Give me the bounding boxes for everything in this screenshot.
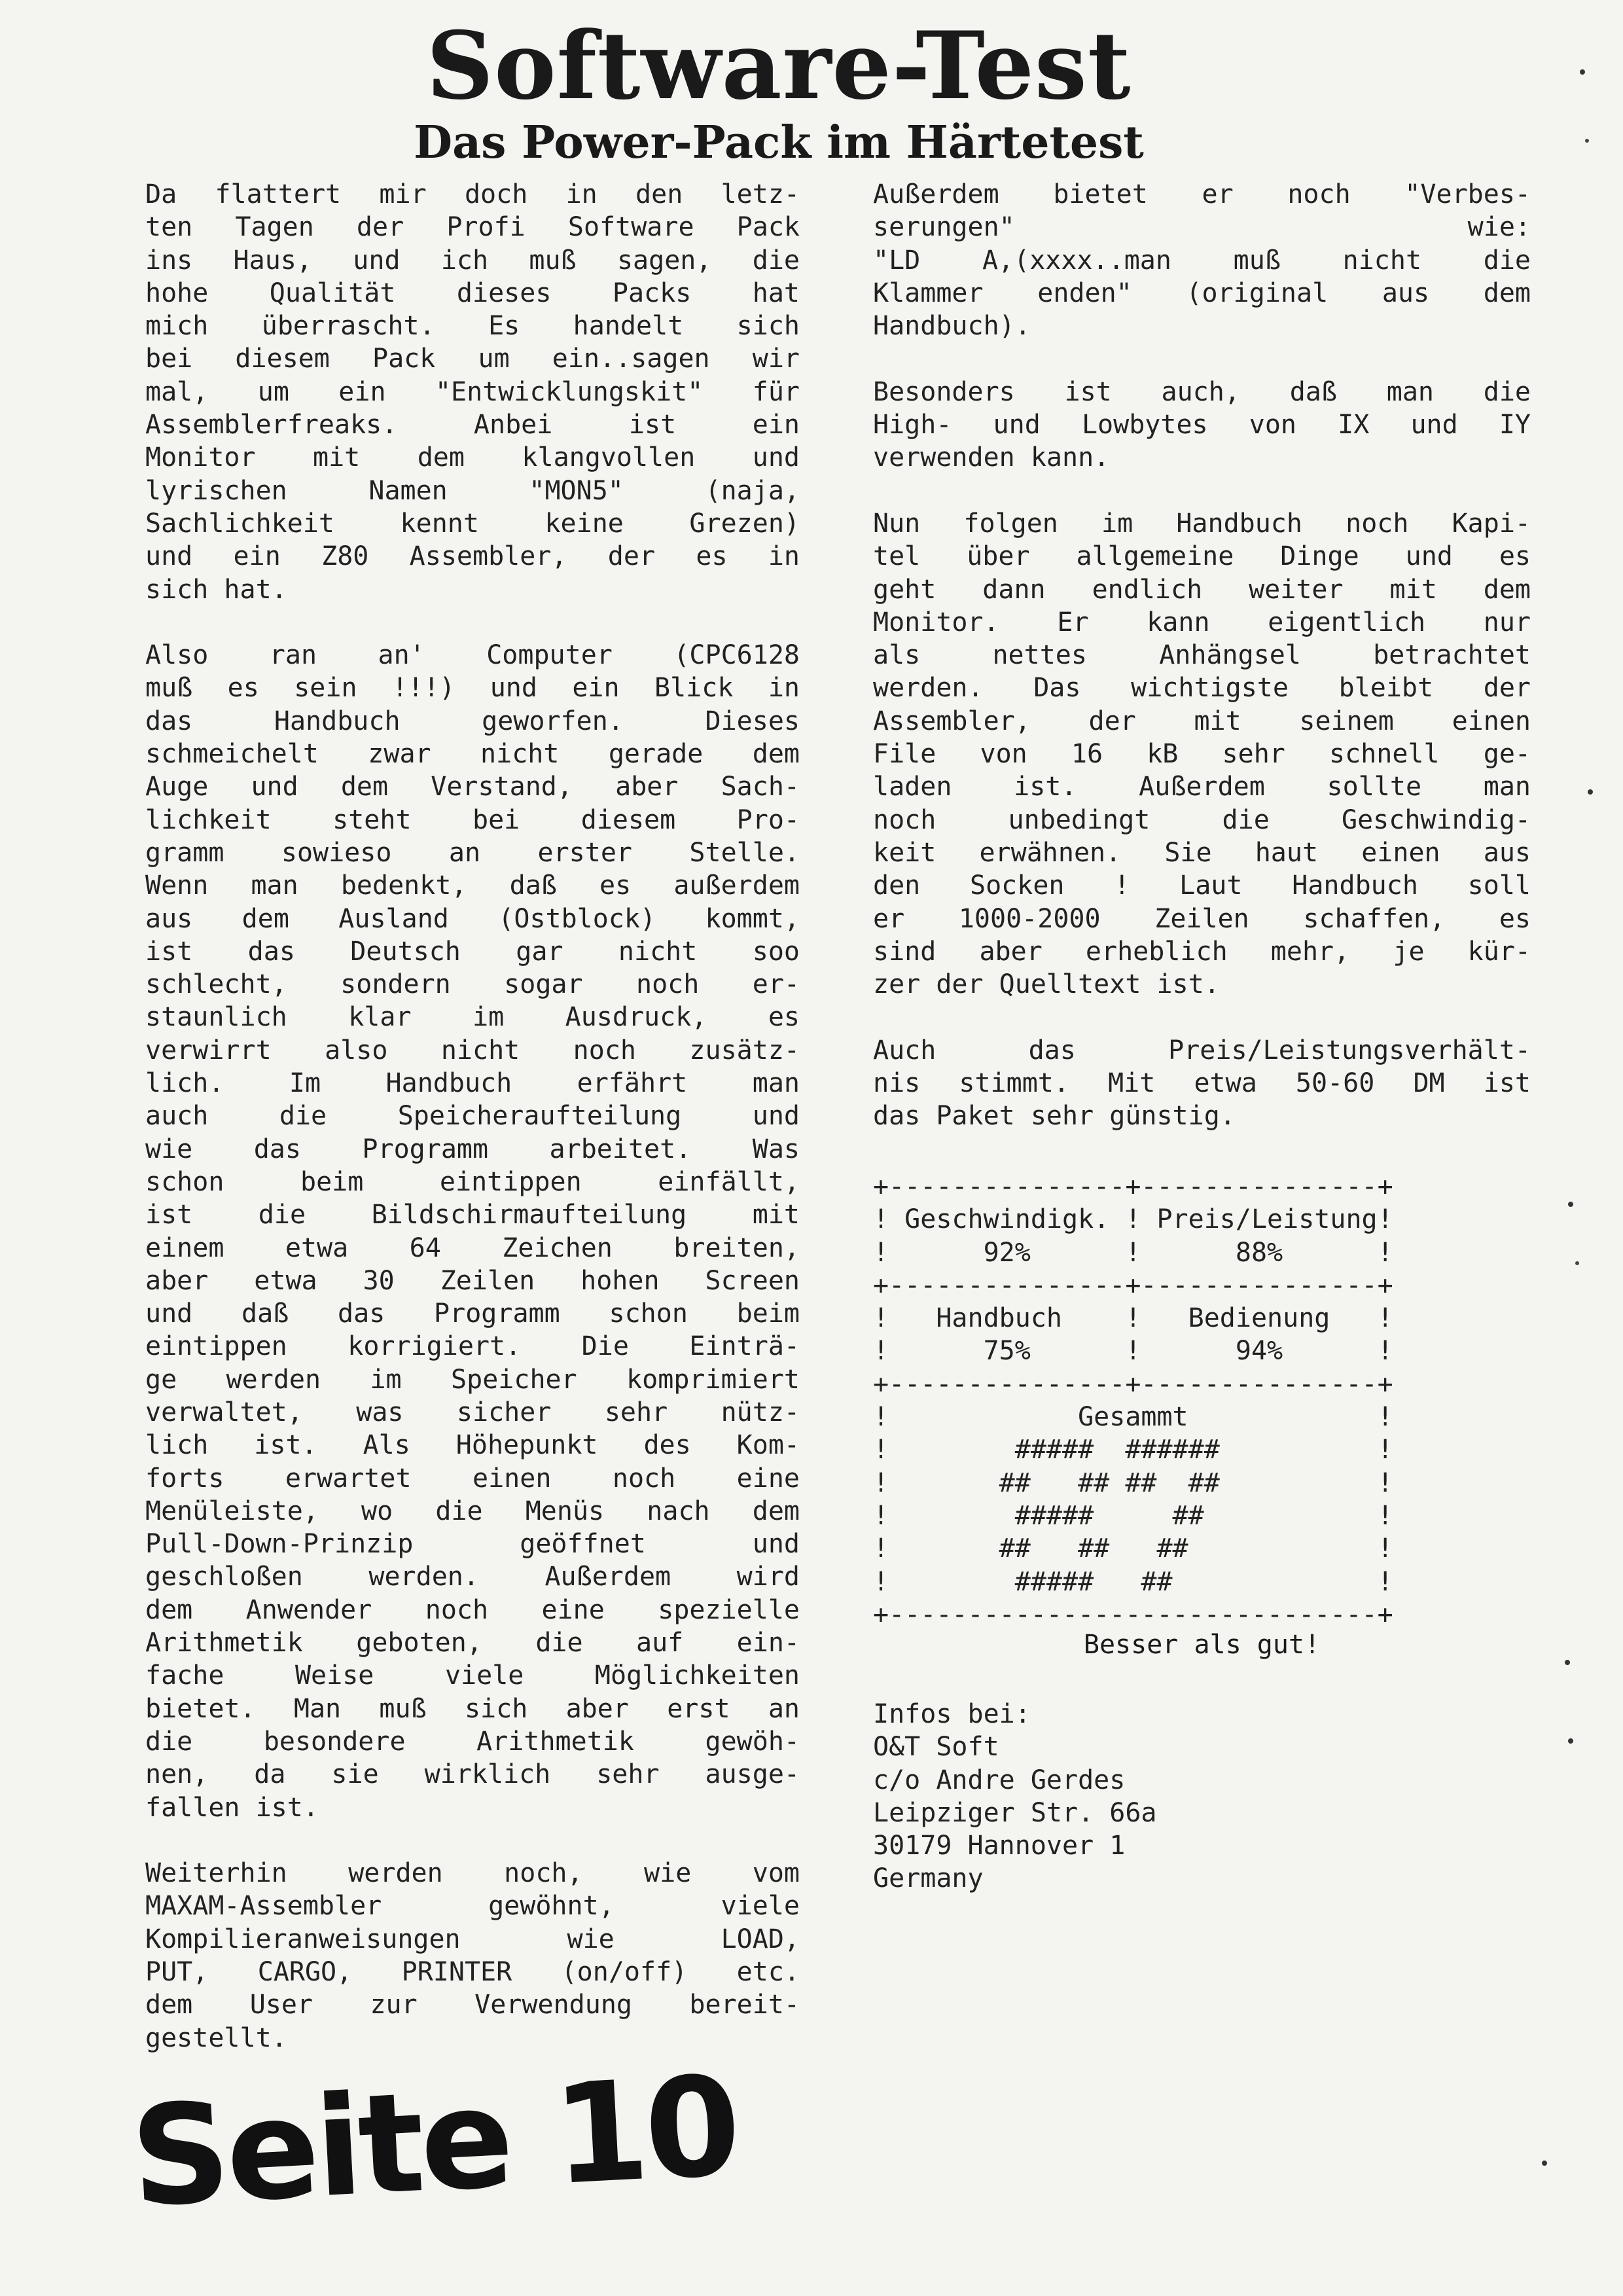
text-line: er 1000-2000 Zeilen schaffen, es xyxy=(873,903,1531,934)
contact-line: Germany xyxy=(873,1863,984,1894)
text-line: sind aber erheblich mehr, je kür- xyxy=(873,936,1531,967)
text-line: "LD A,(xxxx..man muß nicht die xyxy=(873,245,1531,276)
text-line: Monitor. Er kann eigentlich nur xyxy=(873,607,1531,637)
text-line: und daß das Programm schon beim xyxy=(145,1299,800,1329)
text-line: lich ist. Als Höhepunkt des Kom- xyxy=(145,1430,800,1461)
text-line: Klammer enden" (original aus dem xyxy=(873,278,1531,308)
text-line: Arithmetik geboten, die auf ein- xyxy=(145,1628,800,1659)
text-line: muß es sein !!!) und ein Blick in xyxy=(145,673,800,704)
rating-table-row: ! Handbuch ! Bedienung ! xyxy=(873,1303,1393,1334)
text-line: und ein Z80 Assembler, der es in xyxy=(145,541,800,572)
text-line: tel über allgemeine Dinge und es xyxy=(873,541,1531,572)
rating-table-row: ! Geschwindigk. ! Preis/Leistung! xyxy=(873,1204,1393,1235)
text-line: lyrischen Namen "MON5" (naja, xyxy=(145,475,800,506)
text-line: Monitor mit dem klangvollen und xyxy=(145,442,800,473)
text-line: ge werden im Speicher komprimiert xyxy=(145,1364,800,1395)
text-line: das Paket sehr günstig. xyxy=(873,1101,1236,1132)
rating-table-row: ! 92% ! 88% ! xyxy=(873,1237,1393,1268)
rating-table-row: ! ## ## ## ! xyxy=(873,1534,1393,1564)
text-line: Nun folgen im Handbuch noch Kapi- xyxy=(873,508,1531,539)
rating-table-row: +---------------+---------------+ xyxy=(873,1270,1393,1300)
text-line: Wenn man bedenkt, daß es außerdem xyxy=(145,870,800,901)
page-number-handwritten: Seite 10 xyxy=(127,2045,741,2238)
article-subtitle: Das Power-Pack im Härtetest xyxy=(414,117,1144,169)
text-line: einem etwa 64 Zeichen breiten, xyxy=(145,1232,800,1263)
contact-line: 30179 Hannover 1 xyxy=(873,1831,1126,1861)
text-line: Assembler, der mit seinem einen xyxy=(873,706,1531,736)
text-line: schmeichelt zwar nicht gerade dem xyxy=(145,739,800,770)
text-line: Kompilieranweisungen wie LOAD, xyxy=(145,1924,800,1954)
text-line: Assemblerfreaks. Anbei ist ein xyxy=(145,410,800,440)
text-line: gestellt. xyxy=(145,2022,287,2053)
text-line: schon beim eintippen einfällt, xyxy=(145,1166,800,1197)
rating-table-row: ! ##### ## ! xyxy=(873,1566,1393,1597)
text-line: ist das Deutsch gar nicht soo xyxy=(145,936,800,967)
rating-table-row: +-------------------------------+ xyxy=(873,1599,1393,1630)
text-line: verwenden kann. xyxy=(873,442,1110,473)
rating-table-row: +---------------+---------------+ xyxy=(873,1172,1393,1202)
text-line: zer der Quelltext ist. xyxy=(873,969,1220,1000)
text-line: High- und Lowbytes von IX und IY xyxy=(873,410,1531,440)
text-line: fallen ist. xyxy=(145,1792,319,1823)
text-line: Pull-Down-Prinzip geöffnet und xyxy=(145,1529,800,1560)
text-line: bei diesem Pack um ein..sagen wir xyxy=(145,344,800,374)
article-title: Software-Test xyxy=(426,12,1132,120)
rating-table-row: ! ##### ## ! xyxy=(873,1500,1393,1531)
text-line: wie das Programm arbeitet. Was xyxy=(145,1134,800,1164)
text-line: MAXAM-Assembler gewöhnt, viele xyxy=(145,1891,800,1922)
text-line: verwaltet, was sicher sehr nütz- xyxy=(145,1397,800,1427)
text-line: Sachlichkeit kennt keine Grezen) xyxy=(145,508,800,539)
rating-table-row: ! ## ## ## ## ! xyxy=(873,1467,1393,1498)
text-line: das Handbuch geworfen. Dieses xyxy=(145,706,800,736)
text-line: die besondere Arithmetik gewöh- xyxy=(145,1726,800,1757)
text-line: forts erwartet einen noch eine xyxy=(145,1463,800,1494)
contact-line: c/o Andre Gerdes xyxy=(873,1765,1126,1795)
text-line: verwirrt also nicht noch zusätz- xyxy=(145,1035,800,1066)
rating-table-row: +---------------+---------------+ xyxy=(873,1369,1393,1399)
text-line: serungen" wie: xyxy=(873,212,1531,243)
text-line: schlecht, sondern sogar noch er- xyxy=(145,969,800,1000)
text-line: ist die Bildschirmaufteilung mit xyxy=(145,1200,800,1230)
text-line: nen, da sie wirklich sehr ausge- xyxy=(145,1759,800,1790)
text-line: geht dann endlich weiter mit dem xyxy=(873,574,1531,605)
text-line: Besonders ist auch, daß man die xyxy=(873,376,1531,407)
text-line: als nettes Anhängsel betrachtet xyxy=(873,640,1531,671)
text-line: sich hat. xyxy=(145,574,287,605)
text-line: Weiterhin werden noch, wie vom xyxy=(145,1858,800,1889)
text-line: File von 16 kB sehr schnell ge- xyxy=(873,739,1531,770)
text-line: mal, um ein "Entwicklungskit" für xyxy=(145,376,800,407)
text-line: Außerdem bietet er noch "Verbes- xyxy=(873,179,1531,209)
text-line: eintippen korrigiert. Die Einträ- xyxy=(145,1331,800,1362)
contact-line: O&T Soft xyxy=(873,1732,999,1763)
text-line: dem Anwender noch eine spezielle xyxy=(145,1594,800,1625)
text-line: Auch das Preis/Leistungsverhält- xyxy=(873,1035,1531,1066)
text-line: bietet. Man muß sich aber erst an xyxy=(145,1693,800,1724)
text-line: geschloßen werden. Außerdem wird xyxy=(145,1562,800,1592)
rating-table-row: ! Gesammt ! xyxy=(873,1402,1393,1433)
text-line: ten Tagen der Profi Software Pack xyxy=(145,212,800,243)
rating-table-row: ! ##### ###### ! xyxy=(873,1435,1393,1465)
text-line: laden ist. Außerdem sollte man xyxy=(873,772,1531,802)
text-line: aus dem Ausland (Ostblock) kommt, xyxy=(145,903,800,934)
contact-line: Leipziger Str. 66a xyxy=(873,1797,1157,1828)
text-line: Da flattert mir doch in den letz- xyxy=(145,179,800,209)
text-line: mich überrascht. Es handelt sich xyxy=(145,311,800,342)
text-line: Auge und dem Verstand, aber Sach- xyxy=(145,772,800,802)
text-line: aber etwa 30 Zeilen hohen Screen xyxy=(145,1265,800,1296)
text-line: PUT, CARGO, PRINTER (on/off) etc. xyxy=(145,1957,800,1988)
text-line: staunlich klar im Ausdruck, es xyxy=(145,1002,800,1033)
contact-line: Infos bei: xyxy=(873,1699,1031,1729)
text-line: noch unbedingt die Geschwindig- xyxy=(873,804,1531,835)
text-line: lichkeit steht bei diesem Pro- xyxy=(145,804,800,835)
text-line: Also ran an' Computer (CPC6128 xyxy=(145,640,800,671)
text-line: auch die Speicheraufteilung und xyxy=(145,1101,800,1132)
text-line: dem User zur Verwendung bereit- xyxy=(145,1990,800,2020)
text-line: hohe Qualität dieses Packs hat xyxy=(145,278,800,308)
text-line: gramm sowieso an erster Stelle. xyxy=(145,837,800,868)
rating-table-row: ! 75% ! 94% ! xyxy=(873,1336,1393,1367)
text-line: Handbuch). xyxy=(873,311,1031,342)
text-line: werden. Das wichtigste bleibt der xyxy=(873,673,1531,704)
text-line: ins Haus, und ich muß sagen, die xyxy=(145,245,800,276)
verdict-text: Besser als gut! xyxy=(1083,1630,1321,1660)
text-line: keit erwähnen. Sie haut einen aus xyxy=(873,837,1531,868)
text-line: nis stimmt. Mit etwa 50-60 DM ist xyxy=(873,1068,1531,1099)
text-line: fache Weise viele Möglichkeiten xyxy=(145,1660,800,1691)
text-line: lich. Im Handbuch erfährt man xyxy=(145,1068,800,1099)
text-line: Menüleiste, wo die Menüs nach dem xyxy=(145,1496,800,1526)
text-line: den Socken ! Laut Handbuch soll xyxy=(873,870,1531,901)
